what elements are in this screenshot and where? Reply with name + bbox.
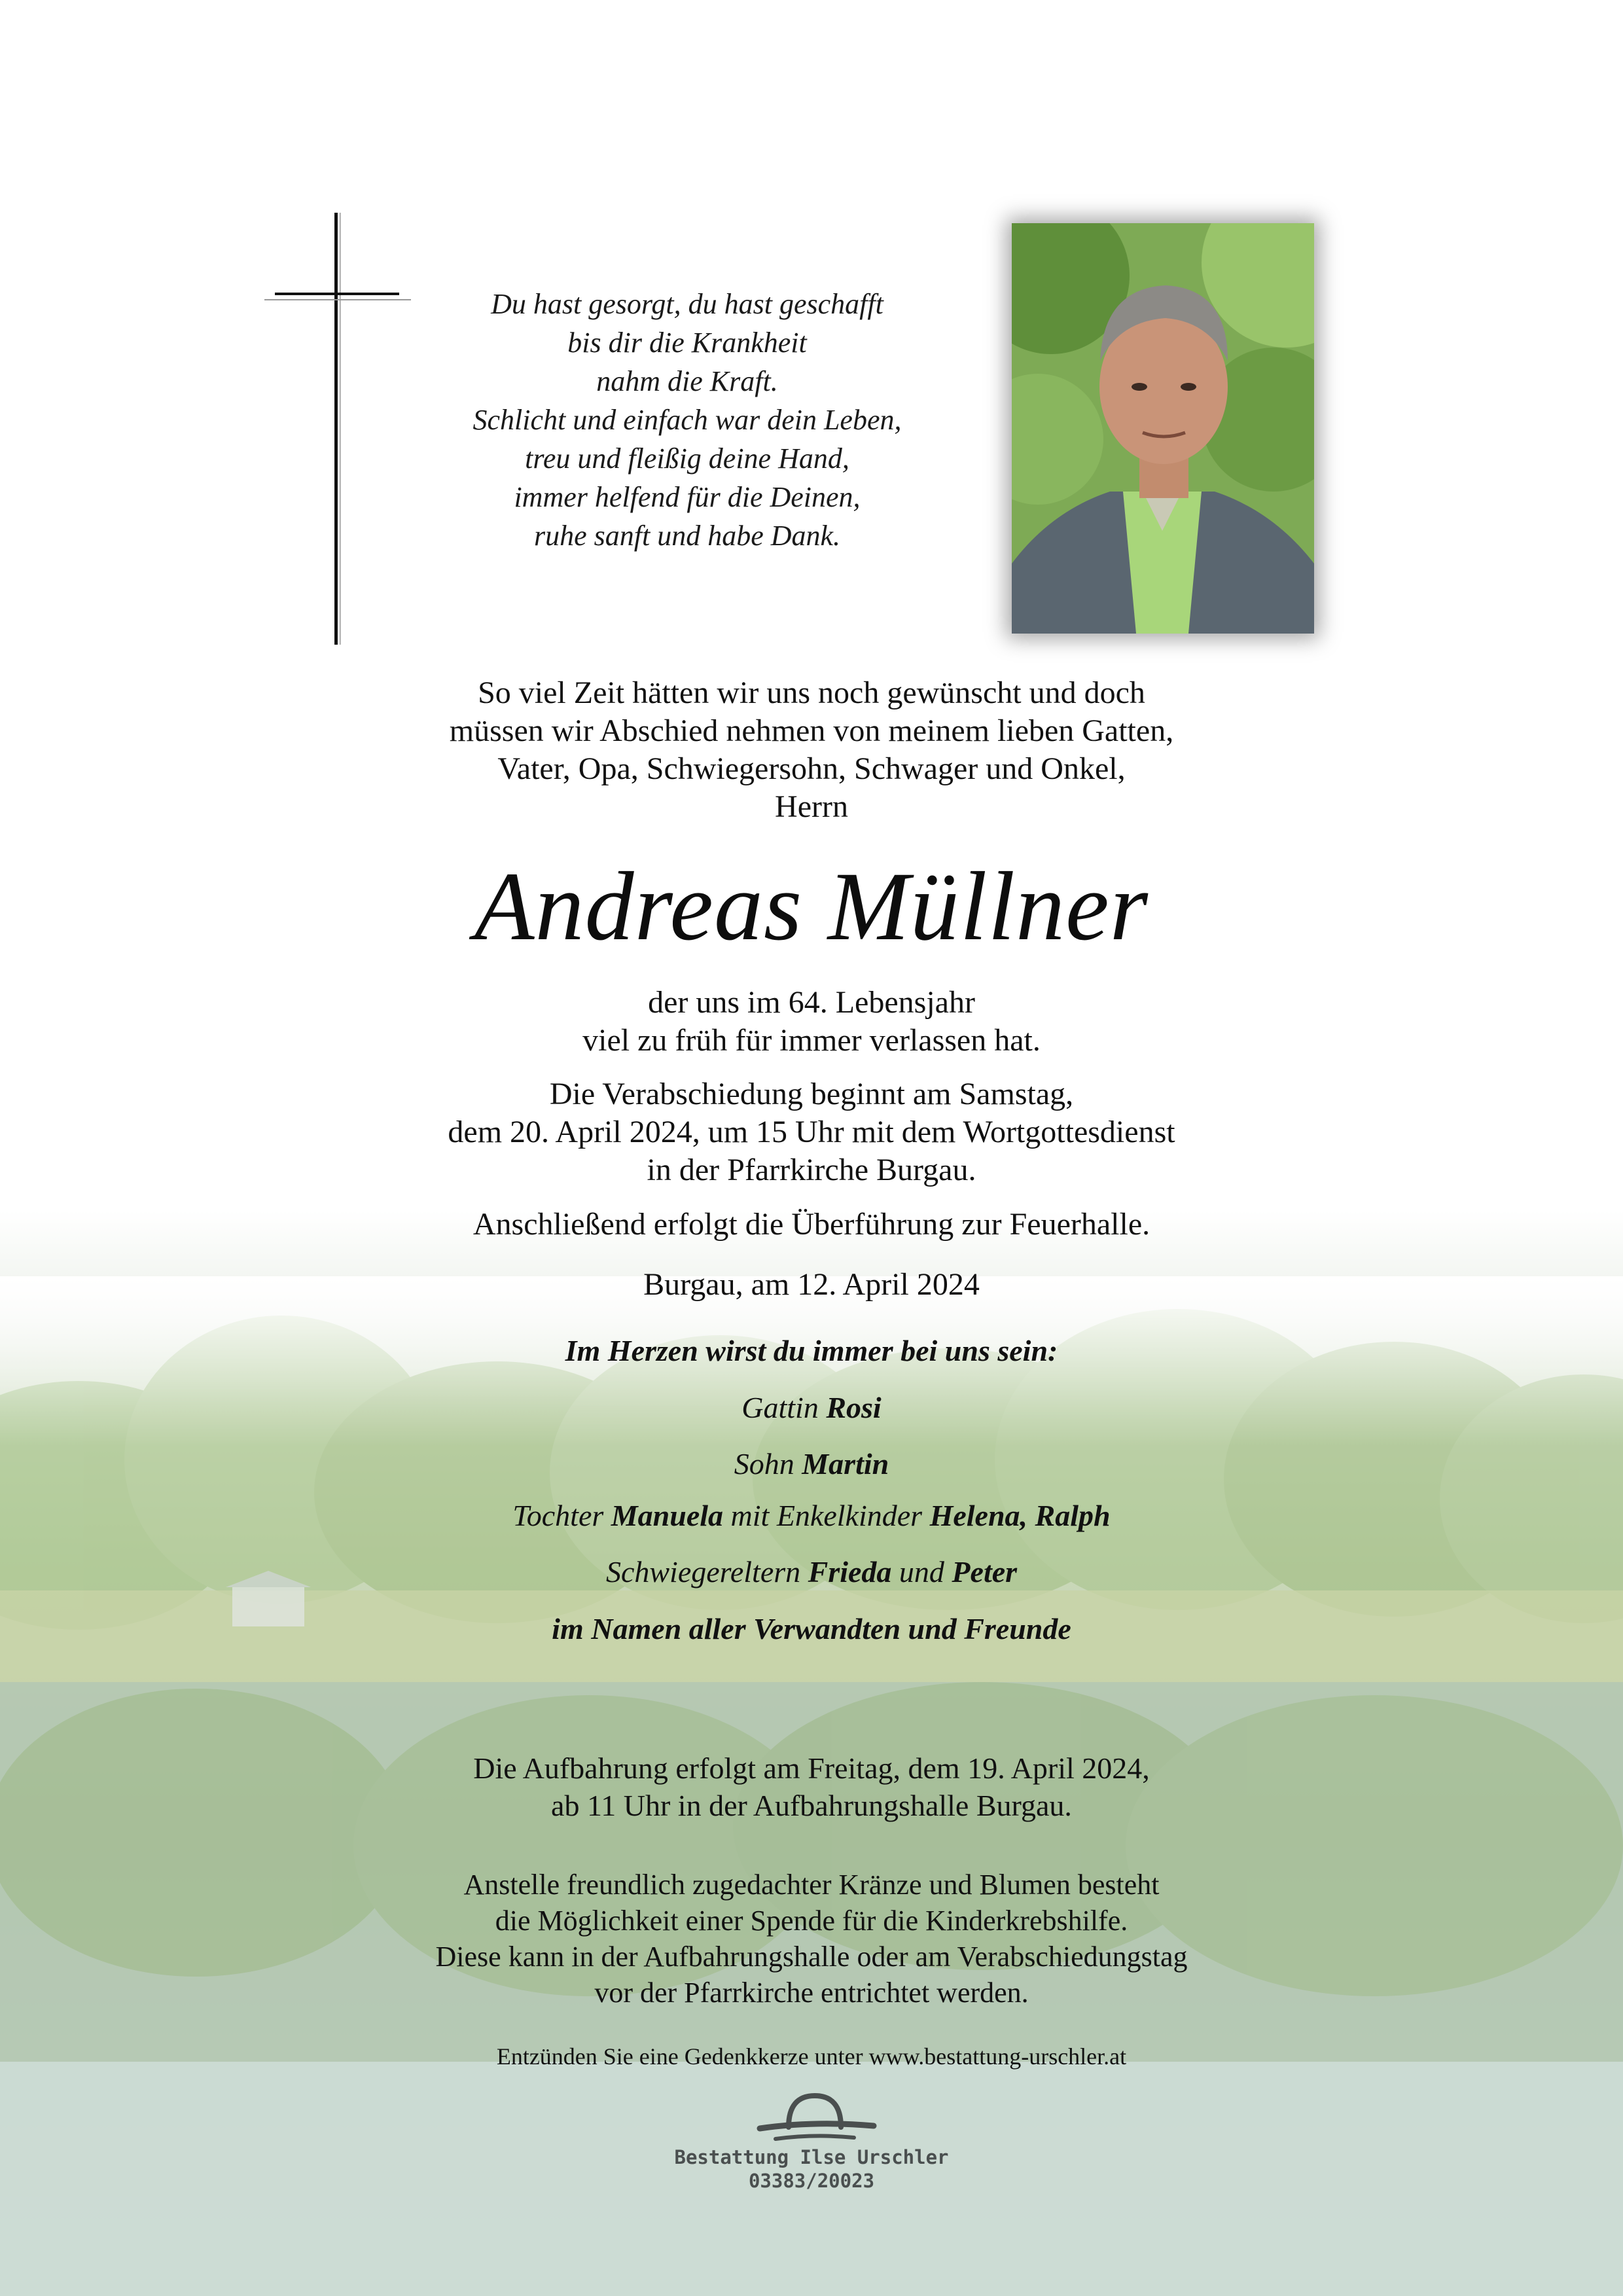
- son-name: Martin: [802, 1447, 889, 1480]
- age-line: der uns im 64. Lebensjahr: [648, 985, 975, 1020]
- inlaws-role: Schwiegereltern: [605, 1555, 801, 1588]
- verse-line: immer helfend für die Deinen,: [514, 481, 861, 513]
- intro-line: Herrn: [775, 789, 848, 824]
- donation-line: vor der Pfarrkirche entrichtet werden.: [594, 1977, 1029, 2009]
- funeral-home-phone: 03383/20023: [748, 2170, 875, 2192]
- inlaws-name: Frieda: [808, 1555, 892, 1588]
- donation-line: Anstelle freundlich zugedachter Kränze und Blumen besteht: [463, 1869, 1160, 1901]
- age-text: [0, 984, 1623, 1060]
- daughter-role: Tochter: [512, 1499, 604, 1532]
- age-line: viel zu früh für immer verlassen hat.: [582, 1023, 1041, 1058]
- wife-role: Gattin: [741, 1391, 819, 1424]
- funeral-home-name: Bestattung Ilse Urschler: [674, 2146, 949, 2168]
- daughter-name: Manuela: [611, 1499, 724, 1532]
- ceremony-line: Die Verabschiedung beginnt am Samstag,: [549, 1077, 1074, 1111]
- inlaws-and: und: [899, 1555, 944, 1588]
- place-date: Burgau, am 12. April 2024: [643, 1267, 980, 1302]
- portrait-photo: [1012, 223, 1314, 634]
- ceremony-text: [0, 1075, 1623, 1189]
- intro-text: [0, 674, 1623, 826]
- cross-icon: [262, 213, 412, 645]
- verse-line: bis dir die Krankheit: [567, 327, 807, 359]
- funeral-home-logo-icon: [749, 2088, 880, 2147]
- donation-text: [0, 1867, 1623, 2011]
- memorial-verse: [419, 285, 955, 555]
- inlaws-name: Peter: [952, 1555, 1018, 1588]
- viewing-line: ab 11 Uhr in der Aufbahrungshalle Burgau.: [551, 1789, 1072, 1822]
- intro-line: müssen wir Abschied nehmen von meinem lieben Gatten,: [449, 713, 1174, 748]
- family-son: [0, 1445, 1623, 1483]
- verse-line: ruhe sanft und habe Dank.: [533, 520, 841, 552]
- family-inlaws: [0, 1553, 1623, 1591]
- family-closing: im Namen aller Verwandten und Freunde: [552, 1612, 1071, 1645]
- wife-name: Rosi: [826, 1391, 882, 1424]
- verse-line: treu und fleißig deine Hand,: [525, 442, 849, 475]
- grandchildren-names: Helena, Ralph: [929, 1499, 1111, 1532]
- verse-line: Schlicht und einfach war dein Leben,: [473, 404, 902, 436]
- transfer-text: Anschließend erfolgt die Überführung zur Feuerhalle.: [473, 1207, 1150, 1242]
- grandchildren-role: mit Enkelkinder: [730, 1499, 923, 1532]
- verse-line: Du hast gesorgt, du hast geschafft: [491, 288, 883, 320]
- viewing-text: [0, 1749, 1623, 1824]
- family-daughter: [0, 1497, 1623, 1535]
- ceremony-line: dem 20. April 2024, um 15 Uhr mit dem Wortgottesdienst: [448, 1115, 1175, 1149]
- viewing-line: Die Aufbahrung erfolgt am Freitag, dem 19. April 2024,: [473, 1751, 1150, 1785]
- donation-line: Diese kann in der Aufbahrungshalle oder am Verabschiedungstag: [435, 1941, 1188, 1973]
- son-role: Sohn: [734, 1447, 794, 1480]
- memorial-candle-link-text: Entzünden Sie eine Gedenkkerze unter www.bestattung-urschler.at: [496, 2043, 1127, 2070]
- intro-line: So viel Zeit hätten wir uns noch gewünscht und doch: [478, 675, 1145, 710]
- family-wife: [0, 1389, 1623, 1427]
- ceremony-line: in der Pfarrkirche Burgau.: [647, 1153, 976, 1187]
- donation-line: die Möglichkeit einer Spende für die Kinderkrebshilfe.: [495, 1905, 1128, 1937]
- deceased-name: Andreas Müllner: [474, 852, 1149, 961]
- family-heading: Im Herzen wirst du immer bei uns sein:: [565, 1334, 1058, 1367]
- verse-line: nahm die Kraft.: [596, 365, 778, 397]
- intro-line: Vater, Opa, Schwiegersohn, Schwager und Onkel,: [497, 751, 1126, 786]
